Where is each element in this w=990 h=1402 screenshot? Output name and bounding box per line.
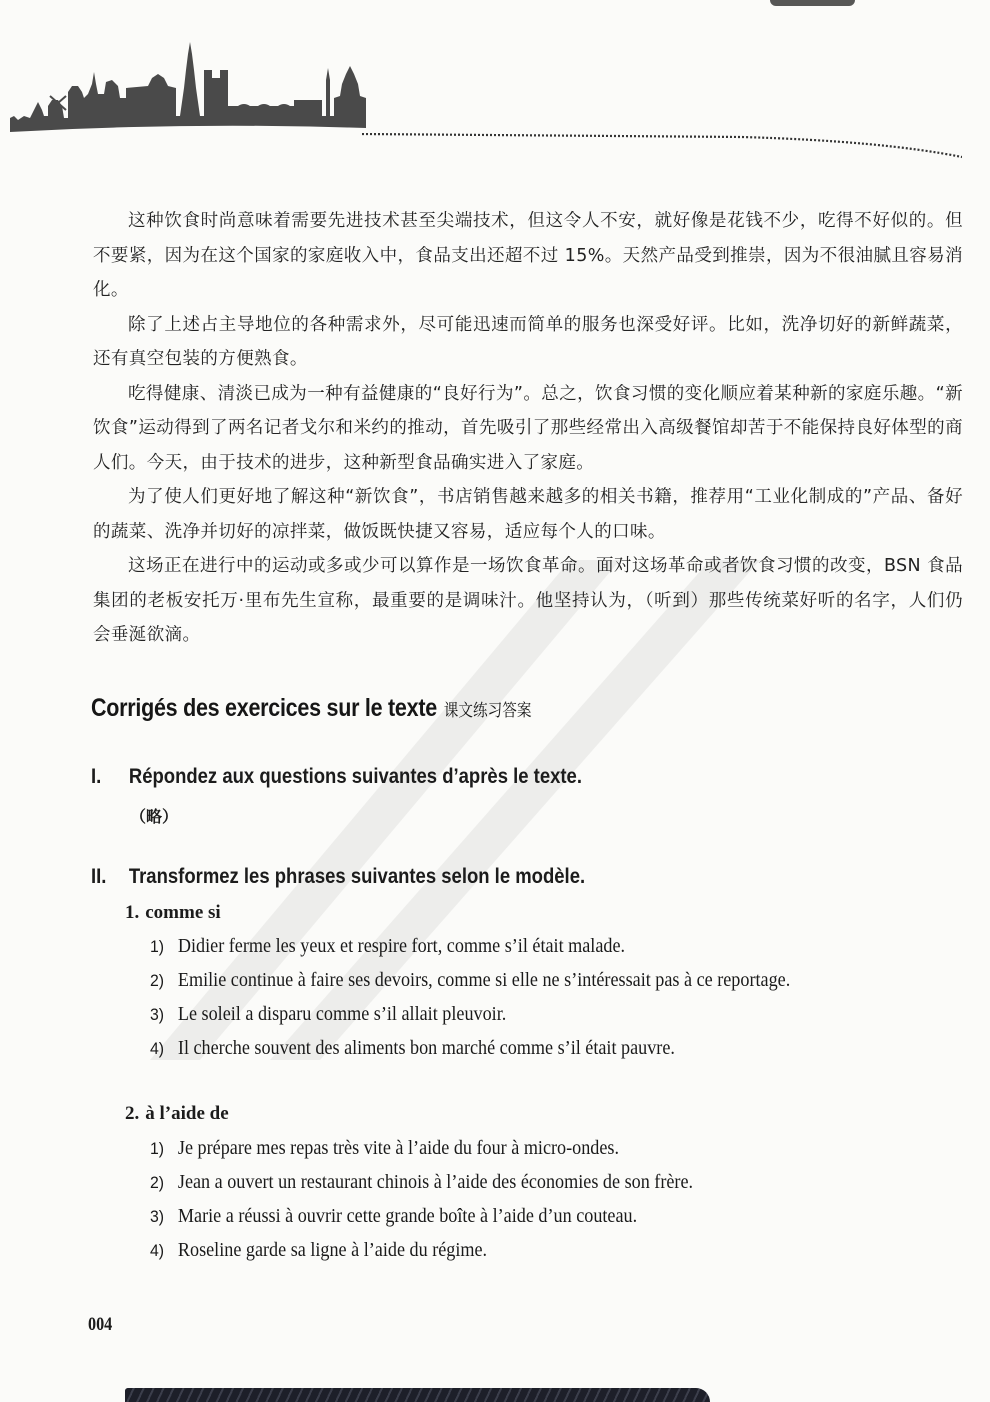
exercise-heading xyxy=(91,764,582,789)
answer-item xyxy=(150,1234,693,1268)
exercise-title: Répondez aux questions suivantes d’après le texte. xyxy=(128,764,582,788)
item-text: Emilie continue à faire ses devoirs, comme si elle ne s’intéressait pas à ce reportage. xyxy=(177,970,791,991)
exercise-note: （略） xyxy=(130,807,179,826)
page-number: 004 xyxy=(88,1314,113,1335)
answer-item xyxy=(150,1166,693,1200)
item-text: Il cherche souvent des aliments bon marché comme s’il était pauvre. xyxy=(177,1038,675,1059)
answer-item xyxy=(150,998,790,1032)
item-number: 4) xyxy=(150,1241,165,1260)
answer-item xyxy=(150,1132,693,1166)
exercise-title: Transformez les phrases suivantes selon le modèle. xyxy=(128,864,586,888)
item-number: 2) xyxy=(150,1173,165,1192)
section-title-fr: Corrigés des exercices sur le texte xyxy=(91,694,437,722)
body-paragraph: 吃得健康、清淡已成为一种有益健康的“良好行为”。总之，饮食习惯的变化顺应着某种新的家庭乐趣。“新饮食”运动得到了两名记者戈尔和米约的推动，首先吸引了那些经常出入高级餐馆却苦于不能保持良好体型的商人们。今天，由于技术的进步，这种新型食品确实进入了家庭。 xyxy=(93,383,963,473)
item-text: Jean a ouvert un restaurant chinois à l’aide des économies de son frère. xyxy=(177,1172,694,1193)
section-title xyxy=(91,694,532,723)
item-text: Roseline garde sa ligne à l’aide du régime. xyxy=(177,1240,488,1261)
answer-list xyxy=(150,930,838,1066)
body-paragraph: 这场正在进行中的运动或多或少可以算作是一场饮食革命。面对这场革命或者饮食习惯的改变，BSN 食品集团的老板安托万·里布先生宣称，最重要的是调味汁。他坚持认为，（听到）那些传统菜好听的名字，人们仍会垂涎欲滴。 xyxy=(93,556,964,645)
section-title-zh: 课文练习答案 xyxy=(443,701,532,721)
answer-item xyxy=(150,964,790,998)
answer-item xyxy=(150,930,790,964)
chinese-body-text xyxy=(93,204,963,653)
answer-group-heading xyxy=(125,1103,229,1125)
group-label: comme si xyxy=(145,902,221,923)
body-paragraph: 为了使人们更好地了解这种“新饮食”，书店销售越来越多的相关书籍，推荐用“工业化制成的”产品、备好的蔬菜、洗净并切好的凉拌菜，做饭既快捷又容易，适应每个人的口味。 xyxy=(93,487,963,542)
body-paragraph: 这种饮食时尚意味着需要先进技术甚至尖端技术，但这令人不安，就好像是花钱不少，吃得不好似的。但不要紧，因为在这个国家的家庭收入中，食品支出还超不过 15%。天然产品受到推崇，因为不很油腻且容易消化。 xyxy=(93,211,963,300)
exercise-number: II. xyxy=(91,864,107,888)
group-number: 1. xyxy=(125,902,140,923)
body-paragraph: 除了上述占主导地位的各种需求外，尽可能迅速而简单的服务也深受好评。比如，洗净切好的新鲜蔬菜，还有真空包装的方便熟食。 xyxy=(93,314,963,369)
group-label: à l’aide de xyxy=(145,1103,229,1124)
item-text: Le soleil a disparu comme s’il allait pleuvoir. xyxy=(177,1004,507,1025)
dotted-header-rule xyxy=(362,133,962,163)
top-edge-shadow xyxy=(770,0,855,6)
item-number: 3) xyxy=(150,1005,165,1024)
item-number: 3) xyxy=(150,1207,165,1226)
paris-skyline-illustration xyxy=(8,40,368,140)
item-number: 2) xyxy=(150,971,165,990)
answer-item xyxy=(150,1032,790,1066)
item-text: Marie a réussi à ouvrir cette grande boîte à l’aide d’un couteau. xyxy=(177,1206,638,1227)
item-text: Je prépare mes repas très vite à l’aide du four à micro-ondes. xyxy=(177,1138,620,1159)
item-number: 1) xyxy=(150,1139,165,1158)
answer-item xyxy=(150,1200,693,1234)
exercise-heading xyxy=(91,864,585,889)
exercise-number: I. xyxy=(91,764,102,788)
answer-group-heading xyxy=(125,902,221,924)
group-number: 2. xyxy=(125,1103,140,1124)
answer-list xyxy=(150,1132,734,1268)
item-number: 4) xyxy=(150,1039,165,1058)
item-text: Didier ferme les yeux et respire fort, comme s’il était malade. xyxy=(177,936,626,957)
item-number: 1) xyxy=(150,937,165,956)
